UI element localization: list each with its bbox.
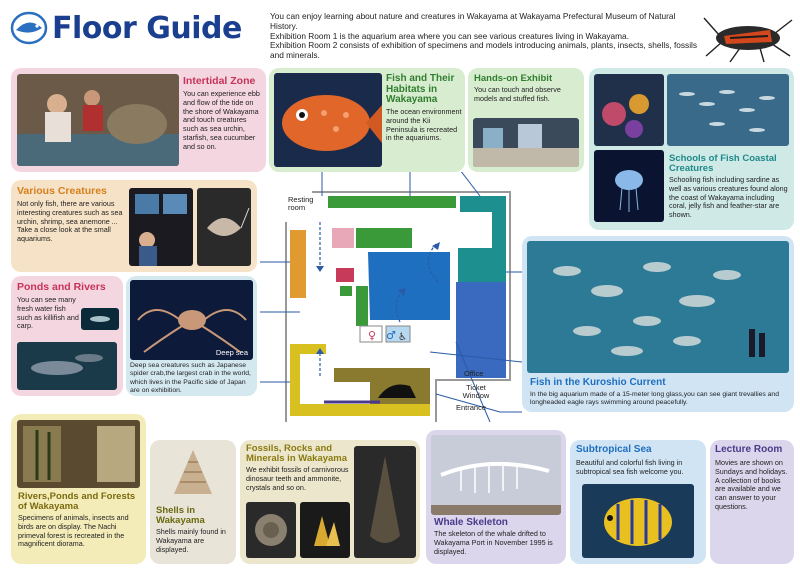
shrimp-photo <box>197 188 251 266</box>
kuroshio-card <box>522 236 794 412</box>
angelfish-photo <box>582 484 694 558</box>
whale-title: Whale Skeleton <box>434 517 508 528</box>
intertidal-text: You can experience ebb and flow of the tide on the shore of Wakayama and touch creatures such as sea urchin, starfish, sea cucumber and so on. <box>183 89 260 151</box>
subtropical-title: Subtropical Sea <box>576 444 652 455</box>
map-room-kuroshio <box>368 252 450 320</box>
intertidal-photo <box>17 74 179 166</box>
intro-line-2: Exhibition Room 1 is the aquarium area where you can see various creatures living in Wakayama. <box>270 30 629 41</box>
ammonite-photo <box>246 502 296 558</box>
whale-text: The skeleton of the whale drifted to Wakayama Port in November 1995 is displayed. <box>434 529 553 556</box>
dinosaur-tooth-photo <box>354 446 416 558</box>
fossils-title: Fossils, Rocks and Minerals in Wakayama <box>246 443 348 464</box>
deep-sea-text: Deep sea creatures such as Japanese spider crab,the largest crab in the world, which lives in the Pacific side of Japan are on exhibition. <box>130 362 251 394</box>
shells-text: Shells mainly found in Wakayama are displayed. <box>156 527 226 554</box>
museum-logo <box>10 10 48 46</box>
ponds-text: You can see many fresh water fish such as killifish and carp. <box>17 295 79 331</box>
bug-photo <box>700 8 795 63</box>
red-fish-photo <box>274 73 382 167</box>
various-creatures-card <box>11 180 257 272</box>
rivers-forests-text: Specimens of animals, insects and birds are on display. The Nachi primeval forest is recreated in the magnificent diorama. <box>18 513 129 549</box>
office-label: Office <box>464 369 484 378</box>
big-aquarium-photo <box>527 241 789 373</box>
map-room-deep-sea <box>356 286 368 326</box>
fish-habitats-title: Fish and Their Habitats in Wakayama <box>386 73 455 105</box>
ponds-title: Ponds and Rivers <box>17 281 106 293</box>
spider-crab-photo <box>130 280 253 360</box>
map-room-fish-habitats <box>356 228 412 248</box>
map-room-kuroshio-tank <box>456 282 506 378</box>
carp-photo <box>17 342 117 390</box>
aquarium-photo <box>129 188 193 266</box>
restroom-women-icon: ♀ <box>368 329 377 342</box>
deep-sea-card <box>126 276 257 396</box>
schools-card <box>589 68 794 230</box>
jellyfish-photo <box>594 150 664 222</box>
fish-habitats-text: The ocean environment around the Kii Peninsula is recreated in the aquariums. <box>386 107 462 143</box>
fish-habitats-card <box>269 68 465 172</box>
ponds-rivers-card <box>11 276 123 396</box>
intro-line-1: You can enjoy learning about nature and creatures in Wakayama at Wakayama Prefectural Museum of Natural History. <box>270 11 676 31</box>
fossils-text: We exhibit fossils of carnivorous dinosaur teeth and ammonite, crystals and so on. <box>246 465 349 492</box>
entrance-label: Entrance <box>456 403 487 412</box>
wheelchair-icon: ♿ <box>398 332 407 343</box>
intertidal-title: Intertidal Zone <box>183 75 256 87</box>
whale-skeleton-photo <box>431 435 561 515</box>
intertidal-zone-card <box>11 68 266 172</box>
kuroshio-title: Fish in the Kuroshio Current <box>530 377 666 388</box>
map-room-hands-on <box>328 196 456 208</box>
whale-skeleton-card <box>426 430 566 564</box>
schools-title: Schools of Fish Coastal Creatures <box>669 153 777 174</box>
lecture-text: Movies are shown on Sundays and holidays. A collection of books are available and we can answer to your questions. <box>715 458 788 511</box>
ticket-window-label: Ticket Window <box>462 383 490 401</box>
killifish-photo <box>81 308 119 330</box>
various-title: Various Creatures <box>17 185 107 197</box>
deep-sea-label: Deep sea <box>215 347 248 357</box>
shells-title: Shells in Wakayama <box>156 505 205 526</box>
shells-card <box>150 440 236 564</box>
subtropical-card <box>570 440 706 564</box>
lecture-room-card <box>710 440 794 564</box>
hands-on-text: You can touch and observe models and stuffed fish. <box>474 85 561 103</box>
page-title: Floor Guide <box>52 11 242 46</box>
fossils-card <box>240 440 420 564</box>
map-room-schools <box>458 196 506 282</box>
lecture-title: Lecture Room <box>715 444 783 455</box>
intro-line-3: Exhibition Room 2 consists of exhibition of specimens and models introducing animals, plants, insects, shells, fossils and minerals. <box>270 40 698 61</box>
map-room-fossils <box>334 368 430 382</box>
diorama-photo <box>17 420 140 488</box>
hands-on-photo <box>473 118 579 167</box>
resting-room-label: Resting room <box>288 195 314 213</box>
hands-on-card <box>468 68 584 172</box>
coral-photo <box>594 74 664 146</box>
various-text: Not only fish, there are various interesting creatures such as sea urchin, shrimp, sea anemone ... Take a close look at the small aquariums. <box>17 199 123 244</box>
hands-on-title: Hands-on Exhibit <box>474 73 553 84</box>
map-room-ponds <box>336 268 354 282</box>
rivers-forests-title: Rivers,Ponds and Forests of Wakayama <box>18 491 136 512</box>
shell-photo <box>154 444 232 504</box>
restroom-men-icon: ♂ <box>386 329 396 342</box>
sardine-school-photo <box>667 74 789 146</box>
intro-text <box>270 12 698 61</box>
rivers-forests-card <box>11 414 146 564</box>
schools-text: Schooling fish including sardine as well as various creatures found along the coast of Wakayama including coral, jelly fish and feather-star are shown. <box>669 175 788 220</box>
floor-map <box>260 172 522 422</box>
map-room-intertidal <box>332 228 354 248</box>
subtropical-text: Beautiful and colorful fish living in subtropical sea fish welcome you. <box>576 458 684 476</box>
map-room-various <box>290 230 306 298</box>
crystal-photo <box>300 502 350 558</box>
kuroshio-text: In the big aquarium made of a 15-meter long glass,you can see giant trevallies and longheaded eagle rays swimming around peacefully. <box>530 391 779 407</box>
